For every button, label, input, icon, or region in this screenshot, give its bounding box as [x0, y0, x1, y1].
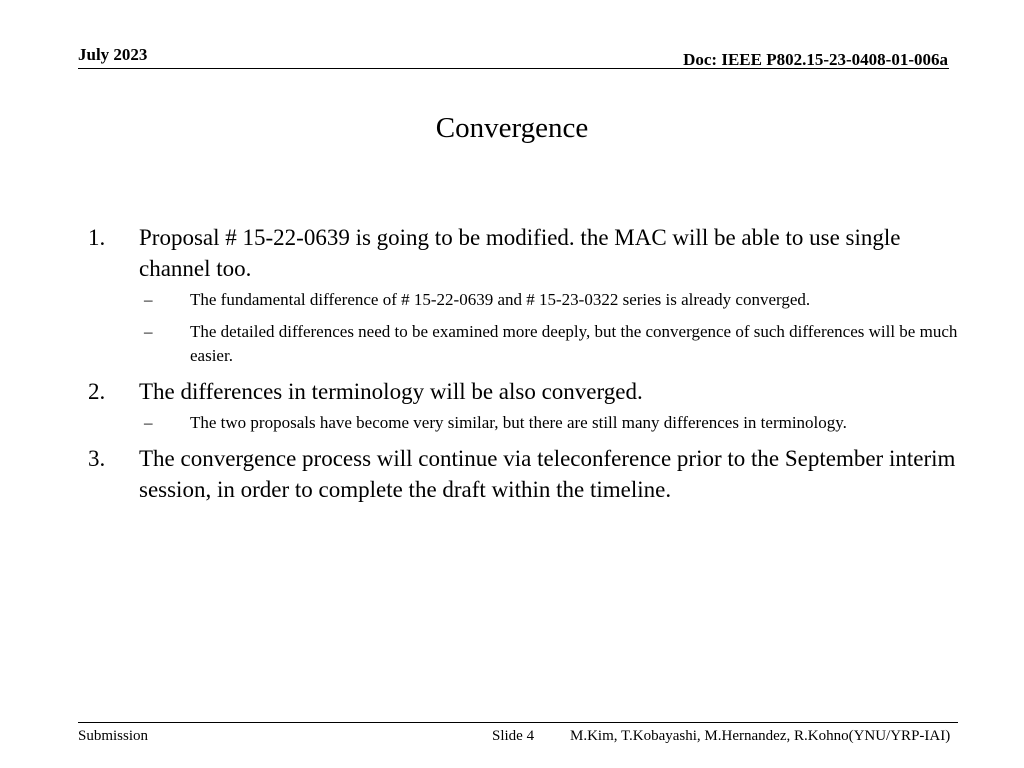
- footer-authors: M.Kim, T.Kobayashi, M.Hernandez, R.Kohno(YNU/YRP-IAI): [570, 728, 951, 744]
- sub-list-item: [139, 288, 968, 312]
- list-item-text: Proposal # 15-22-0639 is going to be modified. the MAC will be able to use single channel too.: [139, 225, 901, 281]
- list-item-number: 2.: [88, 379, 106, 404]
- header-date: July 2023: [78, 45, 148, 64]
- slide-title: Convergence: [435, 112, 589, 144]
- list-item: [88, 222, 968, 368]
- list-item-text: The differences in terminology will be also converged.: [139, 379, 643, 404]
- sub-list-item: [139, 411, 968, 435]
- dash-bullet: –: [144, 322, 153, 341]
- header-divider: [78, 68, 949, 69]
- list-item: [88, 376, 968, 435]
- list-item: [88, 443, 968, 505]
- footer-submission: Submission: [78, 728, 149, 744]
- dash-bullet: –: [144, 413, 153, 432]
- header-doc-id: Doc: IEEE P802.15-23-0408-01-006a: [683, 50, 948, 69]
- list-item-text: The convergence process will continue via teleconference prior to the September interim session, in order to complete the draft within the timeline.: [139, 446, 956, 502]
- slide-body: [88, 222, 968, 510]
- sub-list-item-text: The detailed differences need to be examined more deeply, but the convergence of such differences will be much easier.: [190, 322, 958, 365]
- sub-list-item-text: The two proposals have become very similar, but there are still many differences in terminology.: [190, 413, 847, 432]
- list-item-number: 3.: [88, 446, 106, 471]
- sub-list: [139, 288, 968, 368]
- footer-slide-number: Slide 4: [492, 728, 535, 744]
- dash-bullet: –: [144, 290, 153, 309]
- footer-divider: [78, 722, 958, 723]
- list-item-number: 1.: [88, 225, 106, 250]
- sub-list: [139, 411, 968, 435]
- sub-list-item: [139, 320, 968, 368]
- sub-list-item-text: The fundamental difference of # 15-22-0639 and # 15-23-0322 series is already converged.: [190, 290, 811, 309]
